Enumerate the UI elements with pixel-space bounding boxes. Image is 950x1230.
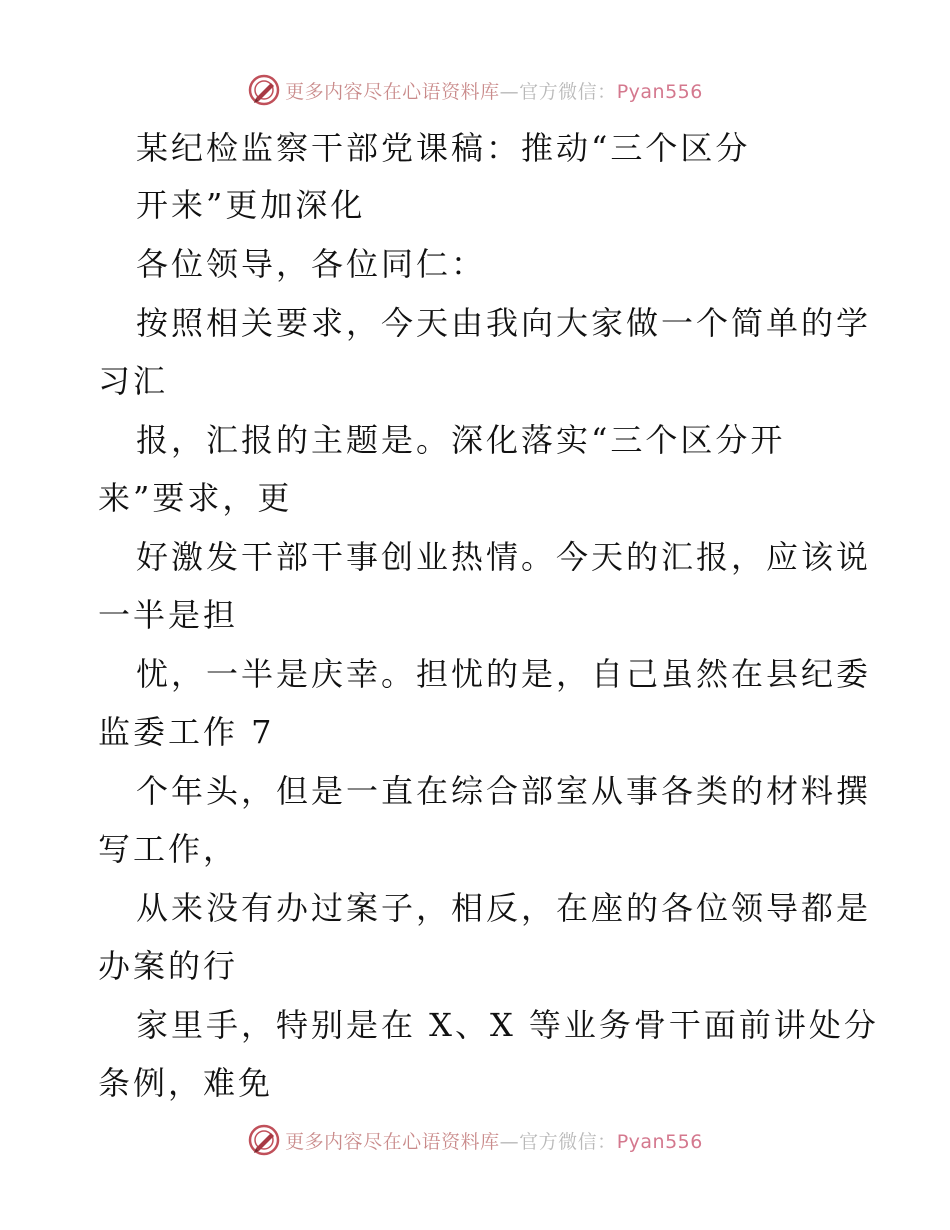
doc-paragraph-line: 写工作， (98, 830, 239, 868)
doc-paragraph-line: 忧，一半是庆幸。担忧的是，自己虽然在县纪委 (136, 655, 872, 693)
watermark-sub-text: 官方微信： (519, 80, 617, 103)
doc-paragraph-line: 条例，难免 (98, 1064, 274, 1102)
watermark-main-text: 更多内容尽在心语资料库 (285, 1130, 500, 1153)
doc-paragraph-line: 报，汇报的主题是。深化落实“三个区分开 (136, 421, 786, 459)
pen-seal-logo-icon (247, 73, 281, 107)
footer-watermark (0, 1120, 950, 1160)
watermark-main-text: 更多内容尽在心语资料库 (285, 80, 500, 103)
doc-paragraph-line: 按照相关要求，今天由我向大家做一个简单的学 (136, 304, 872, 342)
pen-seal-logo-icon (247, 1123, 281, 1157)
doc-paragraph-line: 好激发干部干事创业热情。今天的汇报，应该说 (136, 538, 872, 576)
doc-title-line-1: 某纪检监察干部党课稿：推动“三个区分 (136, 129, 751, 167)
doc-paragraph-line: 习汇 (98, 362, 169, 400)
watermark-account: Pyan556 (616, 80, 703, 103)
watermark-dash: — (499, 80, 520, 103)
doc-paragraph-line: 个年头，但是一直在综合部室从事各类的材料撰 (136, 772, 872, 810)
watermark-dash: — (499, 1130, 520, 1153)
doc-paragraph-line: 监委工作 7 (98, 713, 275, 751)
watermark-text (285, 77, 703, 104)
header-watermark (0, 70, 950, 110)
doc-paragraph-line: 从来没有办过案子，相反，在座的各位领导都是 (136, 889, 872, 927)
doc-paragraph-line: 来”要求，更 (98, 479, 293, 517)
doc-paragraph-line: 办案的行 (98, 947, 239, 985)
watermark-account: Pyan556 (616, 1130, 703, 1153)
doc-title-line-2: 开来”更加深化 (136, 186, 366, 224)
doc-greeting: 各位领导，各位同仁： (136, 245, 487, 283)
watermark-sub-text: 官方微信： (519, 1130, 617, 1153)
doc-paragraph-line: 一半是担 (98, 596, 239, 634)
watermark-text (285, 1127, 703, 1154)
doc-paragraph-line: 家里手，特别是在 X、X 等业务骨干面前讲处分 (136, 1006, 879, 1044)
